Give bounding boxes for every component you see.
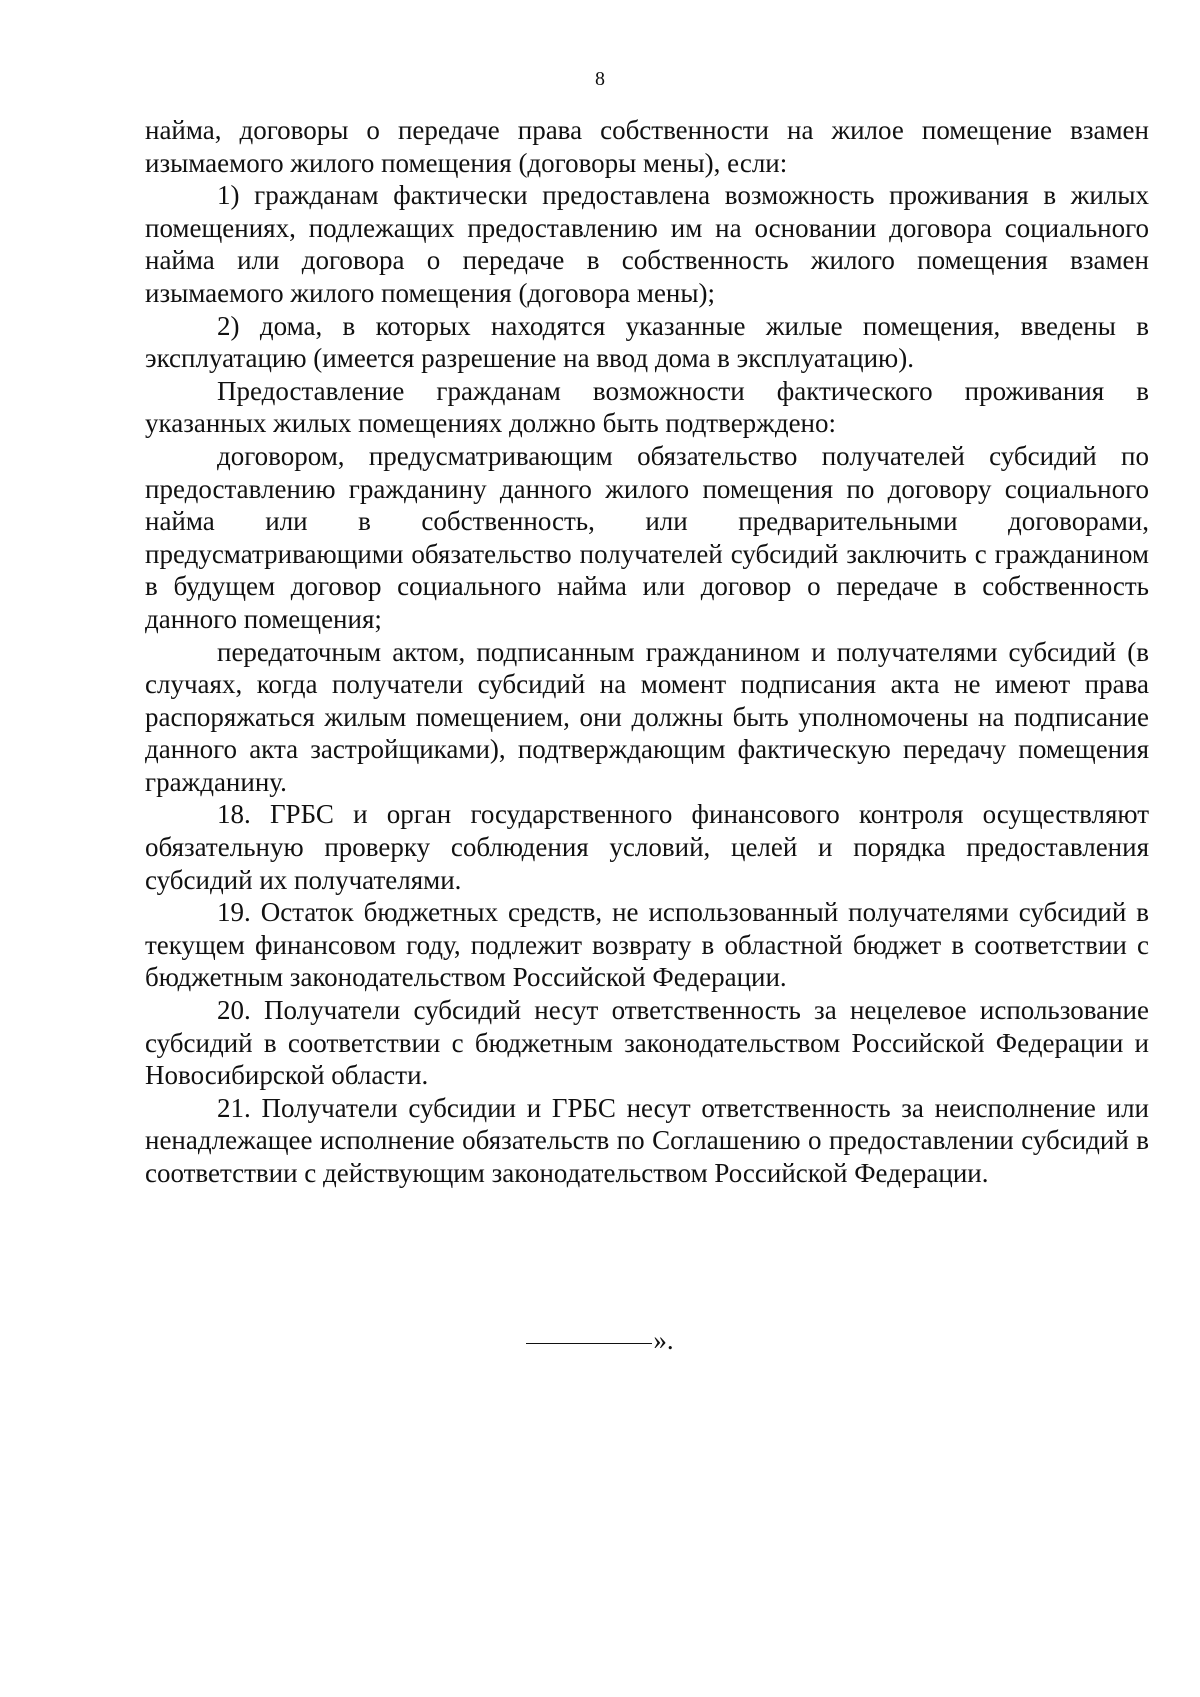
closing-mark bbox=[0, 1324, 1200, 1356]
closing-rule bbox=[526, 1343, 652, 1344]
paragraph-item-2: 2) дома, в которых находятся указанные жилые помещения, введены в эксплуатацию (имеется разрешение на ввод дома в эксплуатацию). bbox=[145, 310, 1149, 374]
closing-quote: ». bbox=[653, 1325, 674, 1355]
document-body bbox=[145, 114, 1149, 1190]
paragraph-confirmation-intro: Предоставление гражданам возможности фактического проживания в указанных жилых помещениях должно быть подтверждено: bbox=[145, 375, 1149, 439]
paragraph-transfer-act: передаточным актом, подписанным гражданином и получателями субсидий (в случаях, когда получатели субсидий на момент подписания акта не имеют права распоряжаться жилым помещением, они должны быть уполномочены на подписание данного акта застройщиками), подтверждающим фактическую передачу помещения гражданину. bbox=[145, 636, 1149, 797]
paragraph-18: 18. ГРБС и орган государственного финансового контроля осуществляют обязательную проверку соблюдения условий, целей и порядка предоставления субсидий их получателями. bbox=[145, 799, 1149, 895]
paragraph-continuation: найма, договоры о передаче права собственности на жилое помещение взамен изымаемого жилого помещения (договоры мены), если: bbox=[145, 115, 1149, 178]
paragraph-item-1: 1) гражданам фактически предоставлена возможность проживания в жилых помещениях, подлежащих предоставлению им на основании договора социального найма или договора о передаче в собственность жилого помещения взамен изымаемого жилого помещения (договора мены); bbox=[145, 180, 1149, 308]
page-number: 8 bbox=[595, 68, 605, 90]
paragraph-contract: договором, предусматривающим обязательство получателей субсидий по предоставлению гражданину данного жилого помещения по договору социального найма или в собственность, или предварительными договорами, предусматривающими обязательство получателей субсидий заключить с гражданином в будущем договор социального найма или договор о передаче в собственность данного помещения; bbox=[145, 440, 1149, 634]
paragraph-21: 21. Получатели субсидии и ГРБС несут ответственность за неисполнение или ненадлежащее исполнение обязательств по Соглашению о предоставлении субсидий в соответствии с действующим законодательством Российской Федерации. bbox=[145, 1092, 1149, 1188]
paragraph-19: 19. Остаток бюджетных средств, не использованный получателями субсидий в текущем финансовом году, подлежит возврату в областной бюджет в соответствии с бюджетным законодательством Российской Федерации. bbox=[145, 897, 1149, 993]
paragraph-20: 20. Получатели субсидий несут ответственность за нецелевое использование субсидий в соответствии с бюджетным законодательством Российской Федерации и Новосибирской области. bbox=[145, 995, 1149, 1091]
